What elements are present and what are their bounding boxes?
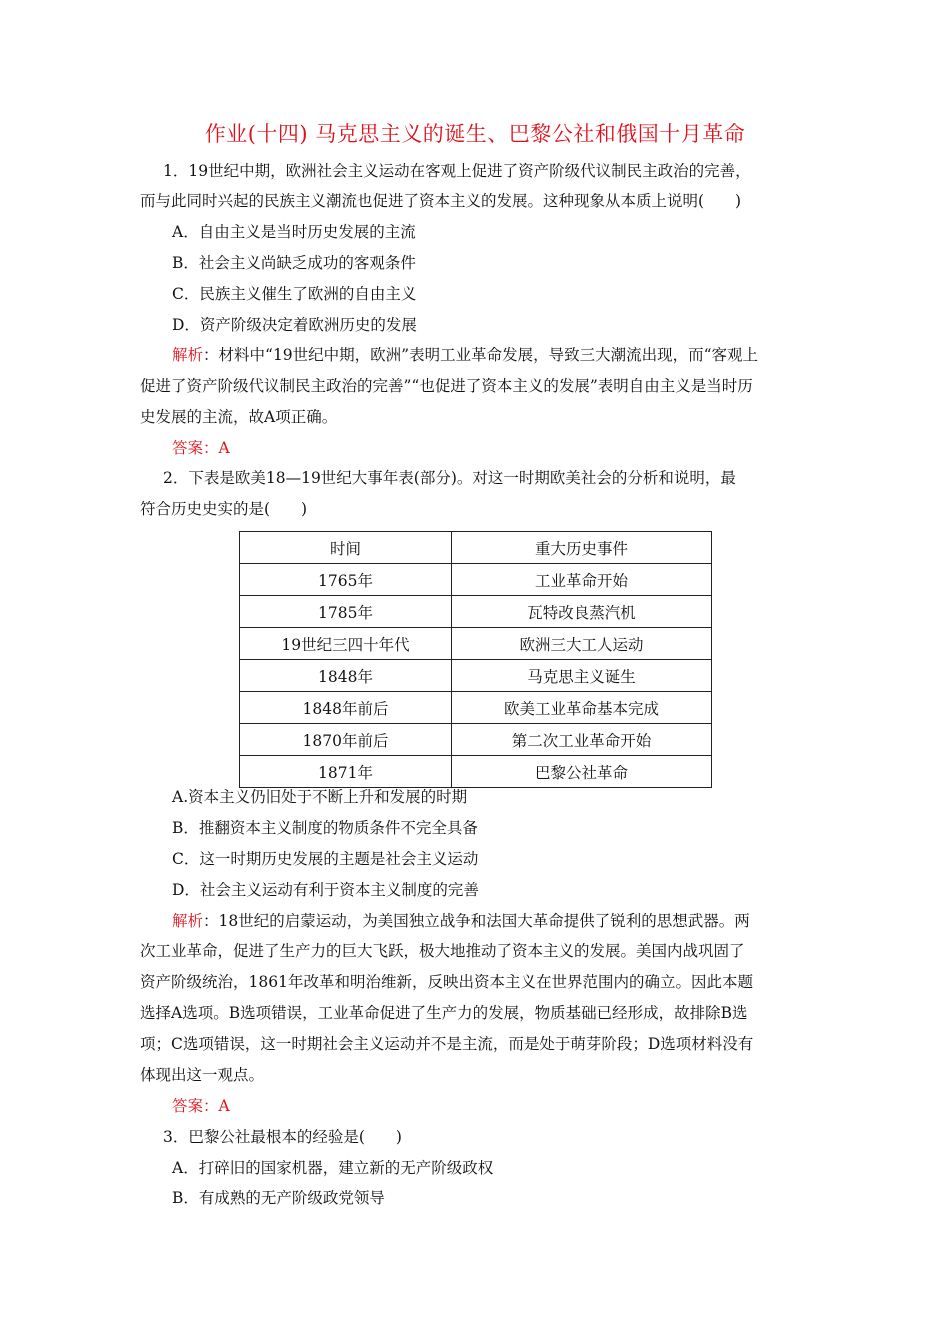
q3-stem-line-1: 3．巴黎公社最根本的经验是( ) [163, 1128, 402, 1146]
q2-analysis-line-4: 选择A选项。B选项错误，工业革命促进了生产力的发展，物质基础已经形成，故排除B选 [140, 1004, 748, 1022]
table-cell-time: 1785年 [240, 596, 452, 628]
q2-option-a: A.资本主义仍旧处于不断上升和发展的时期 [172, 788, 468, 806]
q1-option-a: A．自由主义是当时历史发展的主流 [172, 223, 416, 241]
q2-answer-value: ：A [203, 1097, 230, 1115]
table-cell-event: 第二次工业革命开始 [452, 724, 712, 756]
q2-stem-line-2: 符合历史史实的是( ) [140, 500, 308, 518]
table-cell-time: 1848年前后 [240, 692, 452, 724]
q3-option-b: B．有成熟的无产阶级政党领导 [172, 1189, 385, 1207]
q1-analysis-line-1 [172, 344, 758, 366]
q2-analysis-line-1 [172, 910, 750, 932]
table-row [240, 660, 712, 692]
table-cell-time: 1870年前后 [240, 724, 452, 756]
table-row [240, 724, 712, 756]
q1-option-d: D．资产阶级决定着欧洲历史的发展 [172, 316, 417, 334]
q1-answer [172, 437, 230, 459]
table-cell-event: 欧美工业革命基本完成 [452, 692, 712, 724]
q2-answer [172, 1095, 230, 1117]
table-header-cell: 重大历史事件 [452, 532, 712, 564]
table-cell-event: 欧洲三大工人运动 [452, 628, 712, 660]
table-row [240, 628, 712, 660]
table-cell-event: 巴黎公社革命 [452, 756, 712, 788]
q2-option-b: B．推翻资本主义制度的物质条件不完全具备 [172, 819, 478, 837]
table-cell-time: 1848年 [240, 660, 452, 692]
q1-option-c: C．民族主义催生了欧洲的自由主义 [172, 285, 417, 303]
q2-analysis-line-6: 体现出这一观点。 [140, 1066, 265, 1084]
table-header-cell: 时间 [240, 532, 452, 564]
table-row [240, 564, 712, 596]
q1-analysis-line-2: 促进了资产阶级代议制民主政治的完善”“也促进了资本主义的发展”表明自由主义是当时历 [140, 377, 753, 395]
q2-answer-label: 答案 [172, 1097, 204, 1115]
q2-analysis-text-1: ：18世纪的启蒙运动，为美国独立战争和法国大革命提供了锐利的思想武器。两 [203, 912, 750, 930]
q3-option-a: A．打碎旧的国家机器，建立新的无产阶级政权 [172, 1159, 494, 1177]
q2-analysis-line-5: 项；C选项错误，这一时期社会主义运动并不是主流，而是处于萌芽阶段；D选项材料没有 [140, 1035, 754, 1053]
q2-option-c: C．这一时期历史发展的主题是社会主义运动 [172, 850, 479, 868]
q2-analysis-label: 解析 [172, 912, 204, 930]
q1-analysis-text-1: ：材料中“19世纪中期，欧洲”表明工业革命发展，导致三大潮流出现，而“客观上 [203, 346, 759, 364]
table-header-row [240, 532, 712, 564]
q1-stem-line-2: 而与此同时兴起的民族主义潮流也促进了资本主义的发展。这种现象从本质上说明( ) [140, 192, 742, 210]
table-cell-time: 19世纪三四十年代 [240, 628, 452, 660]
q1-analysis-label: 解析 [172, 346, 204, 364]
table-row [240, 596, 712, 628]
page-title: 作业(十四) 马克思主义的诞生、巴黎公社和俄国十月革命 [204, 122, 746, 146]
q1-option-b: B．社会主义尚缺乏成功的客观条件 [172, 254, 416, 272]
q2-stem-line-1: 2．下表是欧美18—19世纪大事年表(部分)。对这一时期欧美社会的分析和说明，最 [163, 469, 736, 487]
table-cell-event: 马克思主义诞生 [452, 660, 712, 692]
q1-answer-value: ：A [203, 439, 230, 457]
events-table [239, 531, 712, 788]
table-cell-event: 工业革命开始 [452, 564, 712, 596]
table-cell-event: 瓦特改良蒸汽机 [452, 596, 712, 628]
q1-answer-label: 答案 [172, 439, 204, 457]
q2-analysis-line-2: 次工业革命，促进了生产力的巨大飞跃，极大地推动了资本主义的发展。美国内战巩固了 [140, 942, 745, 960]
q1-stem-line-1: 1．19世纪中期，欧洲社会主义运动在客观上促进了资产阶级代议制民主政治的完善， [163, 162, 751, 180]
table-row [240, 756, 712, 788]
table-row [240, 692, 712, 724]
table-cell-time: 1765年 [240, 564, 452, 596]
q2-option-d: D．社会主义运动有利于资本主义制度的完善 [172, 881, 479, 899]
q2-analysis-line-3: 资产阶级统治，1861年改革和明治维新，反映出资本主义在世界范围内的确立。因此本题 [140, 973, 753, 991]
q1-analysis-line-3: 史发展的主流，故A项正确。 [140, 408, 338, 426]
table-cell-time: 1871年 [240, 756, 452, 788]
